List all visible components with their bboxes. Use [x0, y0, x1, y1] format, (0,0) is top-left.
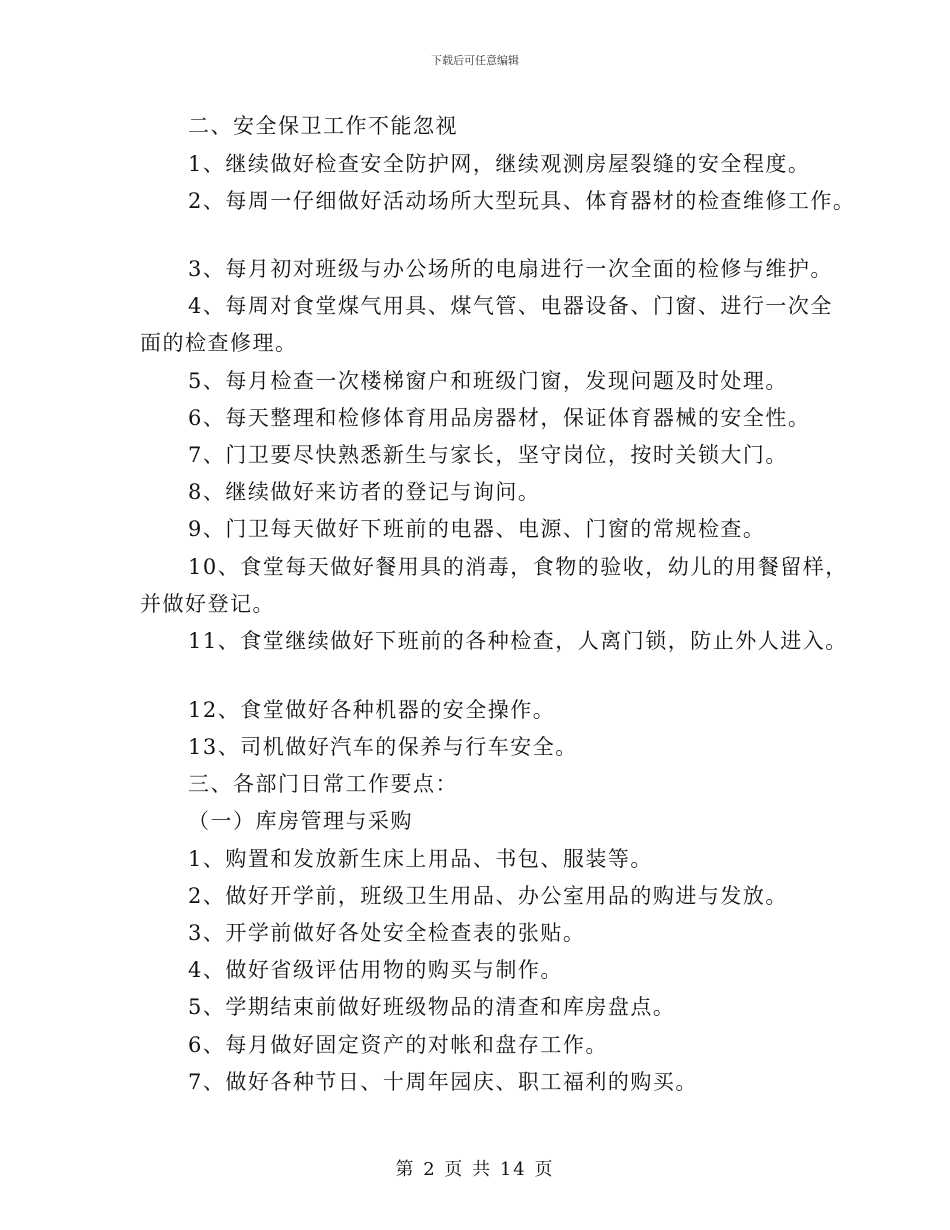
- list-item: 10、食堂每天做好餐用具的消毒，食物的验收，幼儿的用餐留样，: [188, 555, 848, 579]
- list-item: 12、食堂做好各种机器的安全操作。: [188, 698, 556, 722]
- list-item: 8、继续做好来访者的登记与询问。: [188, 480, 541, 504]
- list-item: 6、每天整理和检修体育用品房器材，保证体育器械的安全性。: [188, 406, 811, 430]
- list-item: 1、继续做好检查安全防护网，继续观测房屋裂缝的安全程度。: [188, 152, 811, 176]
- list-item: 3、开学前做好各处安全检查表的张贴。: [188, 921, 586, 945]
- page-number: 第 2 页 共 14 页: [395, 1159, 555, 1180]
- list-item-continuation: 面的检查修理。: [140, 331, 298, 355]
- list-item: 13、司机做好汽车的保养与行车安全。: [188, 735, 578, 759]
- list-item: 4、做好省级评估用物的购买与制作。: [188, 958, 563, 982]
- list-item: 6、每月做好固定资产的对帐和盘存工作。: [188, 1033, 608, 1057]
- list-item: 2、做好开学前，班级卫生用品、办公室用品的购进与发放。: [188, 884, 788, 908]
- list-item: 5、学期结束前做好班级物品的清查和库房盘点。: [188, 995, 676, 1019]
- subsection-heading: （一）库房管理与采购: [188, 809, 413, 833]
- page-header-note: 下载后可任意编辑: [431, 54, 519, 67]
- list-item: 3、每月初对班级与办公场所的电扇进行一次全面的检修与维护。: [188, 257, 833, 281]
- list-item: 9、门卫每天做好下班前的电器、电源、门窗的常规检查。: [188, 517, 766, 541]
- section-heading: 二、安全保卫工作不能忽视: [188, 114, 458, 138]
- list-item: 1、购置和发放新生床上用品、书包、服装等。: [188, 847, 653, 871]
- list-item: 4、每周对食堂煤气用具、煤气管、电器设备、门窗、进行一次全: [188, 294, 833, 318]
- list-item: 7、做好各种节日、十周年园庆、职工福利的购买。: [188, 1070, 698, 1094]
- list-item: 7、门卫要尽快熟悉新生与家长，坚守岗位，按时关锁大门。: [188, 443, 788, 467]
- list-item-continuation: 并做好登记。: [140, 592, 275, 616]
- list-item: 2、每周一仔细做好活动场所大型玩具、体育器材的检查维修工作。: [188, 189, 856, 213]
- list-item: 5、每月检查一次楼梯窗户和班级门窗，发现问题及时处理。: [188, 369, 788, 393]
- section-heading: 三、各部门日常工作要点：: [188, 772, 458, 796]
- list-item: 11、食堂继续做好下班前的各种检查，人离门锁，防止外人进入。: [188, 629, 848, 653]
